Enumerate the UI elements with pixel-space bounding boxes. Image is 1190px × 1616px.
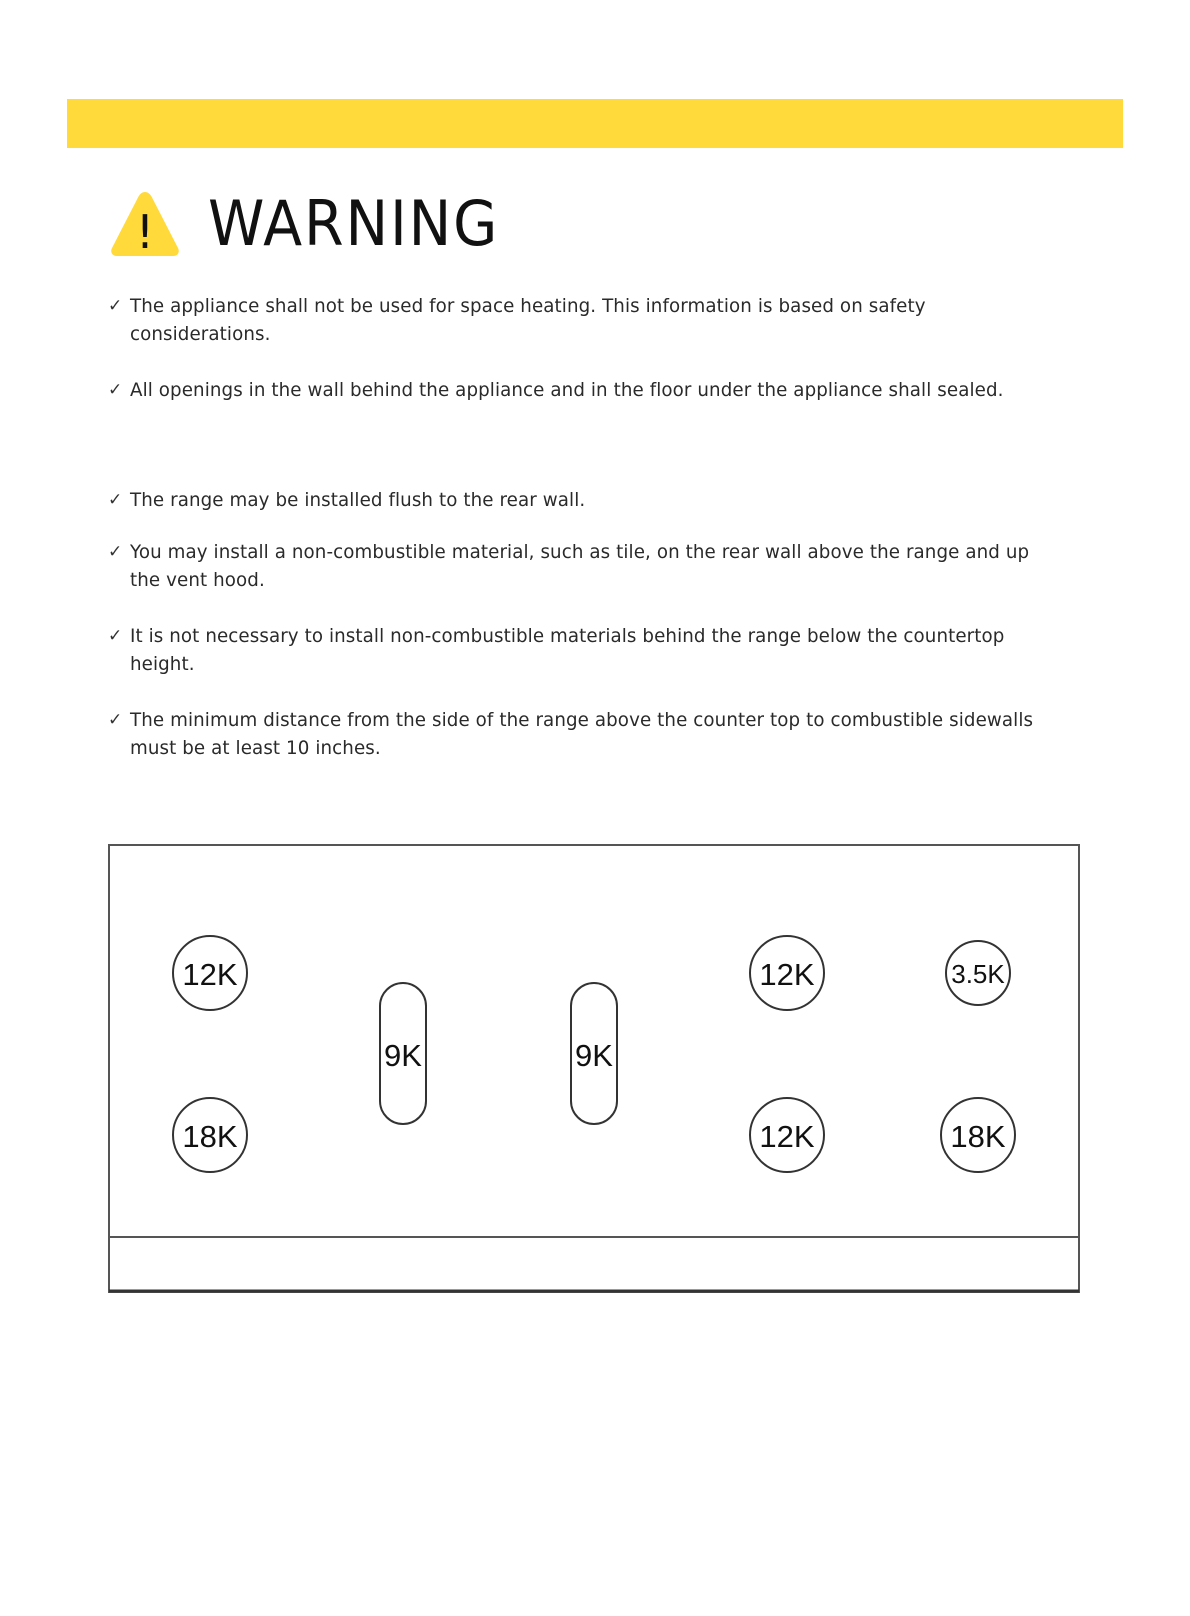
list-item	[108, 706, 1098, 762]
list-item	[108, 292, 1098, 348]
note-text: The range may be installed flush to the rear wall.	[130, 489, 586, 511]
cooktop-burner-diagram	[108, 844, 1080, 1294]
burner-label: 18K	[182, 1119, 238, 1154]
burner-oval-left	[380, 983, 426, 1124]
warning-triangle-icon	[108, 188, 182, 260]
burner-far-right-bottom	[941, 1098, 1015, 1172]
warning-exclamation: !	[135, 205, 155, 259]
list-item	[108, 622, 1098, 678]
checkmark-icon: ✓	[108, 626, 123, 646]
checkmark-icon: ✓	[108, 542, 123, 562]
burner-label: 12K	[182, 957, 238, 992]
burner-label: 12K	[759, 1119, 815, 1154]
burner-label: 9K	[384, 1038, 422, 1073]
list-item	[108, 376, 1098, 404]
note-text: It is not necessary to install non-combustible materials behind the range below the countertop height.	[130, 625, 1005, 675]
control-panel-strip	[109, 1237, 1079, 1292]
list-item	[108, 538, 1098, 594]
burner-label: 18K	[950, 1119, 1006, 1154]
checkmark-icon: ✓	[108, 710, 123, 730]
warning-title: WARNING	[208, 187, 500, 260]
burner-left-bottom	[173, 1098, 247, 1172]
burner-label: 12K	[759, 957, 815, 992]
burner-right-bottom	[750, 1098, 824, 1172]
note-text: The appliance shall not be used for space heating. This information is based on safety considerations.	[130, 295, 926, 345]
list-item	[108, 486, 1098, 514]
note-text: The minimum distance from the side of the range above the counter top to combustible sidewalls must be at least 10 inches.	[130, 709, 1034, 759]
burner-label: 3.5K	[951, 959, 1005, 989]
note-text: All openings in the wall behind the appliance and in the floor under the appliance shall sealed.	[130, 379, 1004, 401]
burner-left-top	[173, 936, 247, 1010]
yellow-header-banner	[67, 99, 1123, 148]
warning-heading	[108, 186, 525, 262]
burner-oval-right	[571, 983, 617, 1124]
checkmark-icon: ✓	[108, 490, 123, 510]
burner-far-right-top	[946, 941, 1010, 1005]
burner-label: 9K	[575, 1038, 613, 1073]
burner-right-top	[750, 936, 824, 1010]
note-text: You may install a non-combustible material, such as tile, on the rear wall above the range and up the vent hood.	[130, 541, 1030, 591]
checkmark-icon: ✓	[108, 380, 123, 400]
checkmark-icon: ✓	[108, 296, 123, 316]
